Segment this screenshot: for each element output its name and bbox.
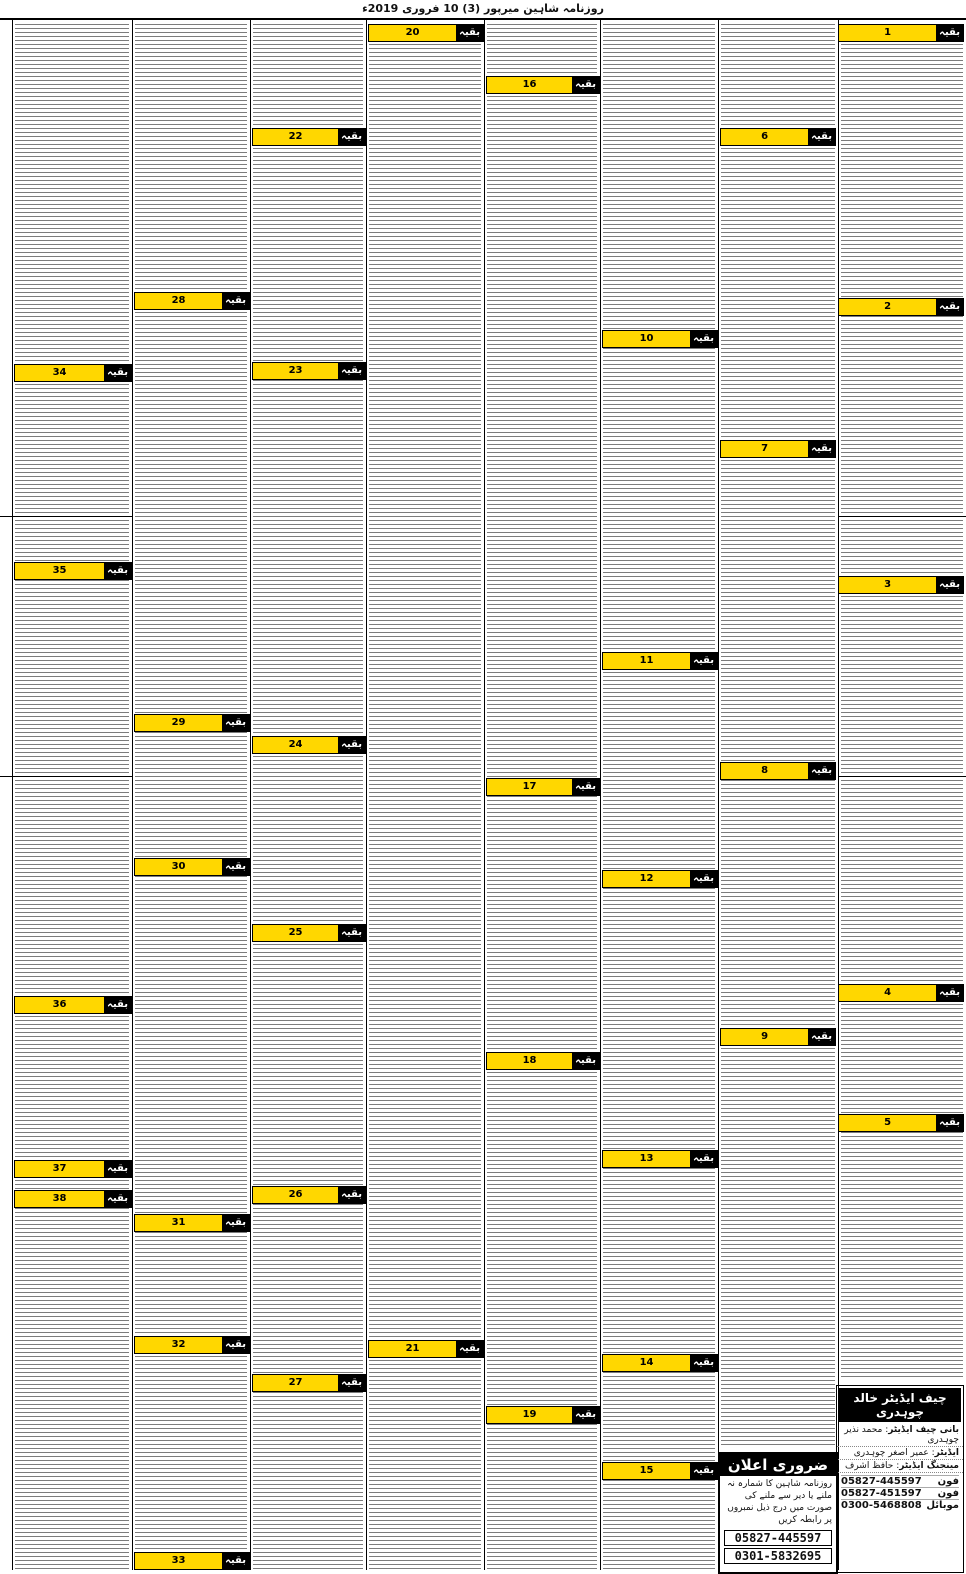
- marker-number: 12: [603, 871, 690, 887]
- editor-row: بانی چیف ایڈیٹر: محمد نذیر چوہدری: [837, 1424, 963, 1447]
- marker-label: بقیہ: [572, 77, 599, 93]
- notice-title: ضروری اعلان: [720, 1454, 836, 1476]
- marker-number: 23: [253, 363, 338, 379]
- continuation-marker: [252, 1374, 366, 1392]
- marker-number: 30: [135, 859, 222, 875]
- continuation-marker: [720, 128, 836, 146]
- marker-label: بقیہ: [572, 1407, 599, 1423]
- continuation-marker: [252, 736, 366, 754]
- continuation-marker: [602, 330, 718, 348]
- continuation-marker: [252, 924, 366, 942]
- continuation-marker: [14, 562, 132, 580]
- marker-label: بقیہ: [104, 1191, 131, 1207]
- article-text-block: [841, 24, 963, 1380]
- marker-label: بقیہ: [456, 1341, 483, 1357]
- marker-number: 27: [253, 1375, 338, 1391]
- continuation-marker: [838, 24, 964, 42]
- continuation-marker: [134, 1552, 250, 1570]
- marker-number: 36: [15, 997, 104, 1013]
- chief-editor: چیف ایڈیٹر خالد چوہدری: [839, 1388, 961, 1422]
- continuation-marker: [838, 298, 964, 316]
- marker-number: 2: [839, 299, 936, 315]
- marker-label: بقیہ: [338, 363, 365, 379]
- continuation-marker: [368, 1340, 484, 1358]
- marker-number: 11: [603, 653, 690, 669]
- marker-number: 31: [135, 1215, 222, 1231]
- marker-number: 28: [135, 293, 222, 309]
- marker-number: 10: [603, 331, 690, 347]
- marker-number: 32: [135, 1337, 222, 1353]
- marker-number: 1: [839, 25, 936, 41]
- continuation-marker: [720, 440, 836, 458]
- marker-label: بقیہ: [222, 1215, 249, 1231]
- marker-label: بقیہ: [690, 871, 717, 887]
- continuation-marker: [368, 24, 484, 42]
- marker-label: بقیہ: [572, 1053, 599, 1069]
- marker-label: بقیہ: [808, 1029, 835, 1045]
- marker-number: 19: [487, 1407, 572, 1423]
- marker-label: بقیہ: [104, 365, 131, 381]
- marker-number: 22: [253, 129, 338, 145]
- marker-number: 34: [15, 365, 104, 381]
- separator: [838, 516, 966, 517]
- marker-number: 4: [839, 985, 936, 1001]
- marker-number: 17: [487, 779, 572, 795]
- marker-label: بقیہ: [690, 331, 717, 347]
- continuation-marker: [602, 652, 718, 670]
- marker-label: بقیہ: [104, 563, 131, 579]
- marker-label: بقیہ: [104, 1161, 131, 1177]
- marker-number: 18: [487, 1053, 572, 1069]
- continuation-marker: [720, 1028, 836, 1046]
- marker-label: بقیہ: [936, 1115, 963, 1131]
- marker-label: بقیہ: [936, 577, 963, 593]
- continuation-marker: [252, 128, 366, 146]
- continuation-marker: [14, 996, 132, 1014]
- separator: [838, 776, 966, 777]
- marker-number: 24: [253, 737, 338, 753]
- article-text-block: [721, 24, 835, 1448]
- marker-label: بقیہ: [222, 859, 249, 875]
- continuation-marker: [134, 1214, 250, 1232]
- continuation-marker: [14, 1160, 132, 1178]
- marker-number: 20: [369, 25, 456, 41]
- marker-number: 29: [135, 715, 222, 731]
- marker-label: بقیہ: [338, 1375, 365, 1391]
- marker-number: 21: [369, 1341, 456, 1357]
- notice-phone: 05827-445597: [724, 1530, 832, 1546]
- important-notice: [718, 1452, 838, 1574]
- marker-number: 7: [721, 441, 808, 457]
- continuation-marker: [486, 1052, 600, 1070]
- marker-label: بقیہ: [936, 985, 963, 1001]
- editor-row: مینجنگ ایڈیٹر: حافظ اشرف: [837, 1460, 963, 1473]
- marker-number: 38: [15, 1191, 104, 1207]
- masthead: روزنامہ شاہین میرپور (3) 10 فروری 2019ء: [0, 0, 966, 20]
- article-text-block: [15, 24, 129, 1570]
- marker-label: بقیہ: [936, 25, 963, 41]
- marker-label: بقیہ: [456, 25, 483, 41]
- continuation-marker: [486, 76, 600, 94]
- marker-label: بقیہ: [690, 1463, 717, 1479]
- marker-label: بقیہ: [808, 441, 835, 457]
- continuation-marker: [134, 714, 250, 732]
- marker-label: بقیہ: [338, 925, 365, 941]
- continuation-marker: [134, 1336, 250, 1354]
- continuation-marker: [134, 292, 250, 310]
- marker-number: 6: [721, 129, 808, 145]
- marker-label: بقیہ: [936, 299, 963, 315]
- continuation-marker: [252, 362, 366, 380]
- marker-label: بقیہ: [808, 129, 835, 145]
- continuation-marker: [838, 1114, 964, 1132]
- marker-label: بقیہ: [338, 129, 365, 145]
- continuation-marker: [602, 1462, 718, 1480]
- continuation-marker: [720, 762, 836, 780]
- marker-label: بقیہ: [222, 1553, 249, 1569]
- marker-label: بقیہ: [222, 293, 249, 309]
- marker-label: بقیہ: [572, 779, 599, 795]
- marker-label: بقیہ: [338, 737, 365, 753]
- continuation-marker: [838, 576, 964, 594]
- marker-label: بقیہ: [808, 763, 835, 779]
- marker-number: 35: [15, 563, 104, 579]
- continuation-marker: [252, 1186, 366, 1204]
- continuation-marker: [602, 1150, 718, 1168]
- marker-number: 33: [135, 1553, 222, 1569]
- article-text-block: [369, 24, 481, 1570]
- continuation-marker: [14, 364, 132, 382]
- marker-label: بقیہ: [338, 1187, 365, 1203]
- marker-number: 5: [839, 1115, 936, 1131]
- marker-number: 16: [487, 77, 572, 93]
- marker-label: بقیہ: [222, 1337, 249, 1353]
- continuation-marker: [602, 1354, 718, 1372]
- editor-phones: 05827-445597 فون 05827-451597 فون 0300-5468808 موبائل: [841, 1476, 959, 1511]
- continuation-marker: [838, 984, 964, 1002]
- continuation-marker: [602, 870, 718, 888]
- continuation-marker: [134, 858, 250, 876]
- continuation-marker: [486, 1406, 600, 1424]
- notice-phone: 0301-5832695: [724, 1548, 832, 1564]
- marker-number: 15: [603, 1463, 690, 1479]
- marker-number: 9: [721, 1029, 808, 1045]
- separator: [0, 516, 132, 517]
- marker-label: بقیہ: [222, 715, 249, 731]
- continuation-marker: [486, 778, 600, 796]
- marker-number: 3: [839, 577, 936, 593]
- editorial-box: [836, 1385, 964, 1573]
- marker-number: 8: [721, 763, 808, 779]
- marker-number: 14: [603, 1355, 690, 1371]
- article-text-block: [603, 24, 715, 1570]
- editor-row: ایڈیٹر: عمیر اصغر چوہدری: [837, 1447, 963, 1460]
- marker-number: 25: [253, 925, 338, 941]
- article-text-block: [487, 24, 597, 1570]
- continuation-marker: [14, 1190, 132, 1208]
- marker-label: بقیہ: [690, 1151, 717, 1167]
- marker-label: بقیہ: [690, 653, 717, 669]
- marker-number: 26: [253, 1187, 338, 1203]
- separator: [0, 776, 132, 777]
- article-text-block: [253, 24, 363, 1570]
- marker-label: بقیہ: [104, 997, 131, 1013]
- marker-number: 13: [603, 1151, 690, 1167]
- notice-text: روزنامہ شاہین کا شمارہ نہ ملنے یا دیر سے ملنے کی صورت میں درج ذیل نمبروں پر رابطہ کریں: [727, 1479, 832, 1525]
- marker-label: بقیہ: [690, 1355, 717, 1371]
- marker-number: 37: [15, 1161, 104, 1177]
